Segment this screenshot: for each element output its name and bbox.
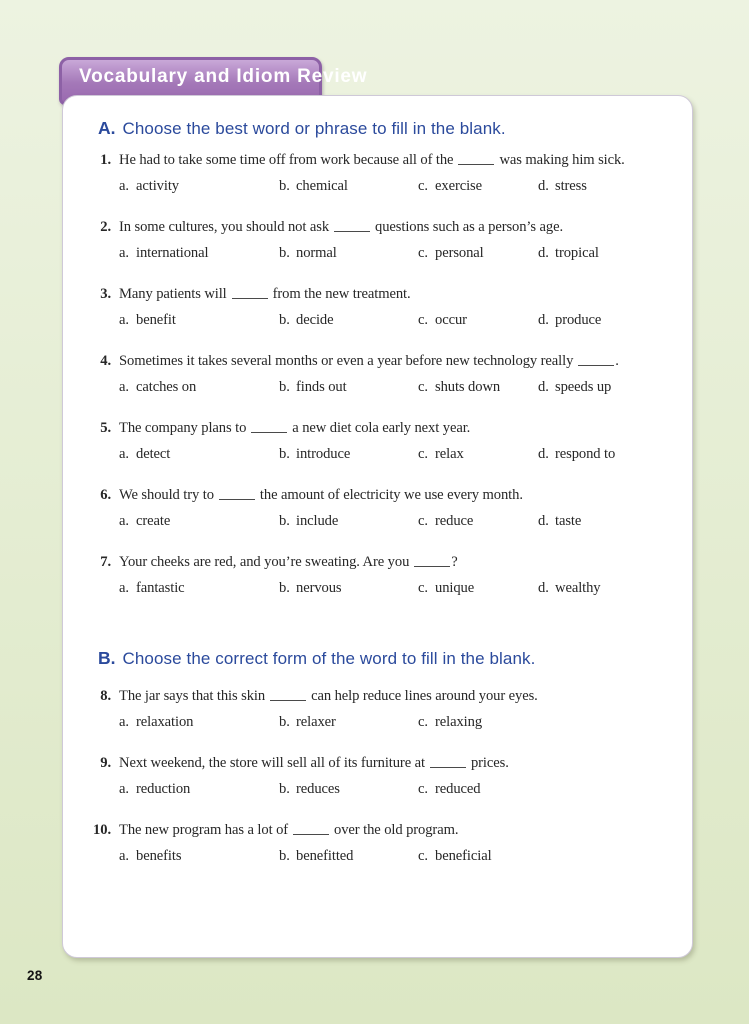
question <box>89 419 680 464</box>
option <box>119 445 279 464</box>
answer-blank <box>578 355 614 366</box>
option <box>418 713 538 732</box>
option <box>119 847 279 866</box>
option-text: benefits <box>136 848 182 864</box>
question-number: 7. <box>100 554 111 570</box>
option-text: relax <box>435 446 464 462</box>
question <box>89 821 680 866</box>
question-number: 5. <box>100 420 111 436</box>
question <box>89 754 680 799</box>
section-instruction: Choose the best word or phrase to fill in the blank. <box>122 119 506 138</box>
option-letter: b. <box>279 245 290 261</box>
options-row <box>119 311 680 330</box>
option-text: wealthy <box>555 580 601 596</box>
option-text: create <box>136 513 171 529</box>
question-text-pre: Many patients will <box>119 286 227 302</box>
option-letter: a. <box>119 178 129 194</box>
answer-blank <box>293 824 329 835</box>
option-text: include <box>296 513 339 529</box>
option-text: introduce <box>296 446 351 462</box>
section-label: B. <box>98 648 116 668</box>
question-text <box>119 151 680 170</box>
option-letter: c. <box>418 312 428 328</box>
question-body <box>119 151 680 196</box>
answer-blank <box>414 556 450 567</box>
question-body <box>119 821 680 866</box>
option-text: relaxation <box>136 714 194 730</box>
option-text: tropical <box>555 245 599 261</box>
option-letter: c. <box>418 848 428 864</box>
option-text: taste <box>555 513 582 529</box>
option-text: benefit <box>136 312 176 328</box>
option <box>538 378 680 397</box>
option <box>538 177 680 196</box>
section-B <box>89 648 680 866</box>
option-letter: d. <box>538 379 549 395</box>
question-text-pre: We should try to <box>119 487 214 503</box>
option <box>119 177 279 196</box>
option-letter: c. <box>418 580 428 596</box>
option-text: shuts down <box>435 379 501 395</box>
option-letter: a. <box>119 245 129 261</box>
option-letter: a. <box>119 379 129 395</box>
question-body <box>119 486 680 531</box>
option-letter: b. <box>279 312 290 328</box>
option <box>279 378 418 397</box>
answer-blank <box>334 221 370 232</box>
question <box>89 553 680 598</box>
option-text: catches on <box>136 379 197 395</box>
option <box>538 445 680 464</box>
section-instruction: Choose the correct form of the word to fill in the blank. <box>122 649 536 668</box>
option <box>538 311 680 330</box>
option <box>119 512 279 531</box>
option-text: stress <box>555 178 587 194</box>
option-letter: a. <box>119 714 129 730</box>
option <box>279 244 418 263</box>
option-letter: b. <box>279 714 290 730</box>
option <box>119 311 279 330</box>
option-text: finds out <box>296 379 347 395</box>
option <box>119 780 279 799</box>
option-text: reduced <box>435 781 481 797</box>
option <box>279 780 418 799</box>
option <box>119 579 279 598</box>
option <box>418 579 538 598</box>
option-letter: b. <box>279 781 290 797</box>
answer-blank <box>251 422 287 433</box>
option <box>538 579 680 598</box>
option <box>538 512 680 531</box>
options-row <box>119 713 680 732</box>
question-text-pre: He had to take some time off from work because all of the <box>119 152 454 168</box>
option-text: benefitted <box>296 848 354 864</box>
answer-blank <box>232 288 268 299</box>
option-letter: a. <box>119 848 129 864</box>
option-text: chemical <box>296 178 348 194</box>
question-text-pre: Next weekend, the store will sell all of its furniture at <box>119 755 425 771</box>
option-letter: c. <box>418 178 428 194</box>
options-row <box>119 847 680 866</box>
answer-blank <box>430 757 466 768</box>
options-row <box>119 378 680 397</box>
question-text <box>119 486 680 505</box>
option-text: produce <box>555 312 602 328</box>
option <box>279 177 418 196</box>
option <box>279 512 418 531</box>
option <box>418 244 538 263</box>
option-letter: b. <box>279 513 290 529</box>
option <box>119 713 279 732</box>
question-number: 9. <box>100 755 111 771</box>
answer-blank <box>219 489 255 500</box>
question-text-pre: The new program has a lot of <box>119 822 289 838</box>
question-text-pre: In some cultures, you should not ask <box>119 219 330 235</box>
question-text <box>119 352 680 371</box>
question <box>89 218 680 263</box>
question <box>89 486 680 531</box>
question-body <box>119 419 680 464</box>
option-letter: c. <box>418 379 428 395</box>
option-letter: d. <box>538 312 549 328</box>
option <box>418 378 538 397</box>
option-text: reduction <box>136 781 191 797</box>
question-text <box>119 285 680 304</box>
exercise-card <box>62 95 693 958</box>
option-letter: c. <box>418 245 428 261</box>
section-heading <box>98 648 680 669</box>
question-text <box>119 754 680 773</box>
option-text: relaxing <box>435 714 483 730</box>
option <box>119 378 279 397</box>
question <box>89 687 680 732</box>
question-number: 2. <box>100 219 111 235</box>
question <box>89 285 680 330</box>
question-text-post: . <box>615 353 619 369</box>
option <box>538 244 680 263</box>
question-text-post: the amount of electricity we use every month. <box>259 487 523 503</box>
page-number: 28 <box>27 968 43 983</box>
option <box>418 512 538 531</box>
option-letter: a. <box>119 312 129 328</box>
option-letter: d. <box>538 446 549 462</box>
chapter-banner-title: Vocabulary and Idiom Review <box>79 66 368 87</box>
option-letter: a. <box>119 513 129 529</box>
option-text: activity <box>136 178 179 194</box>
question-text-post: from the new treatment. <box>272 286 411 302</box>
option-text: beneficial <box>435 848 492 864</box>
option <box>279 579 418 598</box>
option-letter: d. <box>538 580 549 596</box>
options-row <box>119 445 680 464</box>
option-text: reduces <box>296 781 340 797</box>
option <box>119 244 279 263</box>
question-text-pre: Your cheeks are red, and you’re sweating. Are you <box>119 554 410 570</box>
question-number: 10. <box>93 822 111 838</box>
option-letter: a. <box>119 446 129 462</box>
option-text: personal <box>435 245 484 261</box>
question-text <box>119 218 680 237</box>
option-letter: b. <box>279 580 290 596</box>
question-body <box>119 352 680 397</box>
question-number: 4. <box>100 353 111 369</box>
question-body <box>119 754 680 799</box>
option-letter: b. <box>279 178 290 194</box>
question-text-post: a new diet cola early next year. <box>292 420 471 436</box>
options-row <box>119 177 680 196</box>
option-letter: b. <box>279 446 290 462</box>
question-number: 3. <box>100 286 111 302</box>
question <box>89 151 680 196</box>
option-text: fantastic <box>136 580 185 596</box>
question-text-post: ? <box>451 554 458 570</box>
options-row <box>119 512 680 531</box>
option-text: relaxer <box>296 714 336 730</box>
option <box>418 445 538 464</box>
option <box>279 713 418 732</box>
question <box>89 352 680 397</box>
option-text: exercise <box>435 178 483 194</box>
answer-blank <box>458 154 494 165</box>
option-letter: b. <box>279 848 290 864</box>
option-text: reduce <box>435 513 474 529</box>
option <box>418 177 538 196</box>
option-letter: d. <box>538 513 549 529</box>
option-letter: c. <box>418 513 428 529</box>
question-text-pre: Sometimes it takes several months or even a year before new technology really <box>119 353 574 369</box>
option-text: normal <box>296 245 337 261</box>
options-row <box>119 780 680 799</box>
question-text-post: can help reduce lines around your eyes. <box>311 688 538 704</box>
question-number: 1. <box>100 152 111 168</box>
question-text-post: was making him sick. <box>499 152 625 168</box>
option-letter: a. <box>119 580 129 596</box>
option-text: occur <box>435 312 467 328</box>
option-text: speeds up <box>555 379 612 395</box>
question-text <box>119 821 680 840</box>
option <box>279 311 418 330</box>
question-body <box>119 687 680 732</box>
option-text: unique <box>435 580 475 596</box>
option <box>418 311 538 330</box>
section-label: A. <box>98 118 116 138</box>
option-letter: d. <box>538 178 549 194</box>
question-text-pre: The company plans to <box>119 420 247 436</box>
question-body <box>119 553 680 598</box>
option <box>418 847 538 866</box>
answer-blank <box>270 690 306 701</box>
question-text <box>119 553 680 572</box>
question-text-post: over the old program. <box>334 822 459 838</box>
question-text-pre: The jar says that this skin <box>119 688 266 704</box>
question-text-post: prices. <box>470 755 509 771</box>
option-letter: c. <box>418 446 428 462</box>
section-heading <box>98 118 680 139</box>
option <box>279 847 418 866</box>
question-number: 6. <box>100 487 111 503</box>
question-text <box>119 419 680 438</box>
section-A <box>89 118 680 598</box>
question-body <box>119 285 680 330</box>
option-text: nervous <box>296 580 342 596</box>
option <box>418 780 538 799</box>
questions-area <box>89 118 680 866</box>
option-text: detect <box>136 446 171 462</box>
options-row <box>119 579 680 598</box>
question-text-post: questions such as a person’s age. <box>375 219 564 235</box>
question-body <box>119 218 680 263</box>
question-text <box>119 687 680 706</box>
option-letter: b. <box>279 379 290 395</box>
question-number: 8. <box>100 688 111 704</box>
option-letter: d. <box>538 245 549 261</box>
option-text: decide <box>296 312 334 328</box>
option-letter: c. <box>418 714 428 730</box>
option-letter: c. <box>418 781 428 797</box>
option-text: international <box>136 245 209 261</box>
option <box>279 445 418 464</box>
option-letter: a. <box>119 781 129 797</box>
option-text: respond to <box>555 446 616 462</box>
options-row <box>119 244 680 263</box>
